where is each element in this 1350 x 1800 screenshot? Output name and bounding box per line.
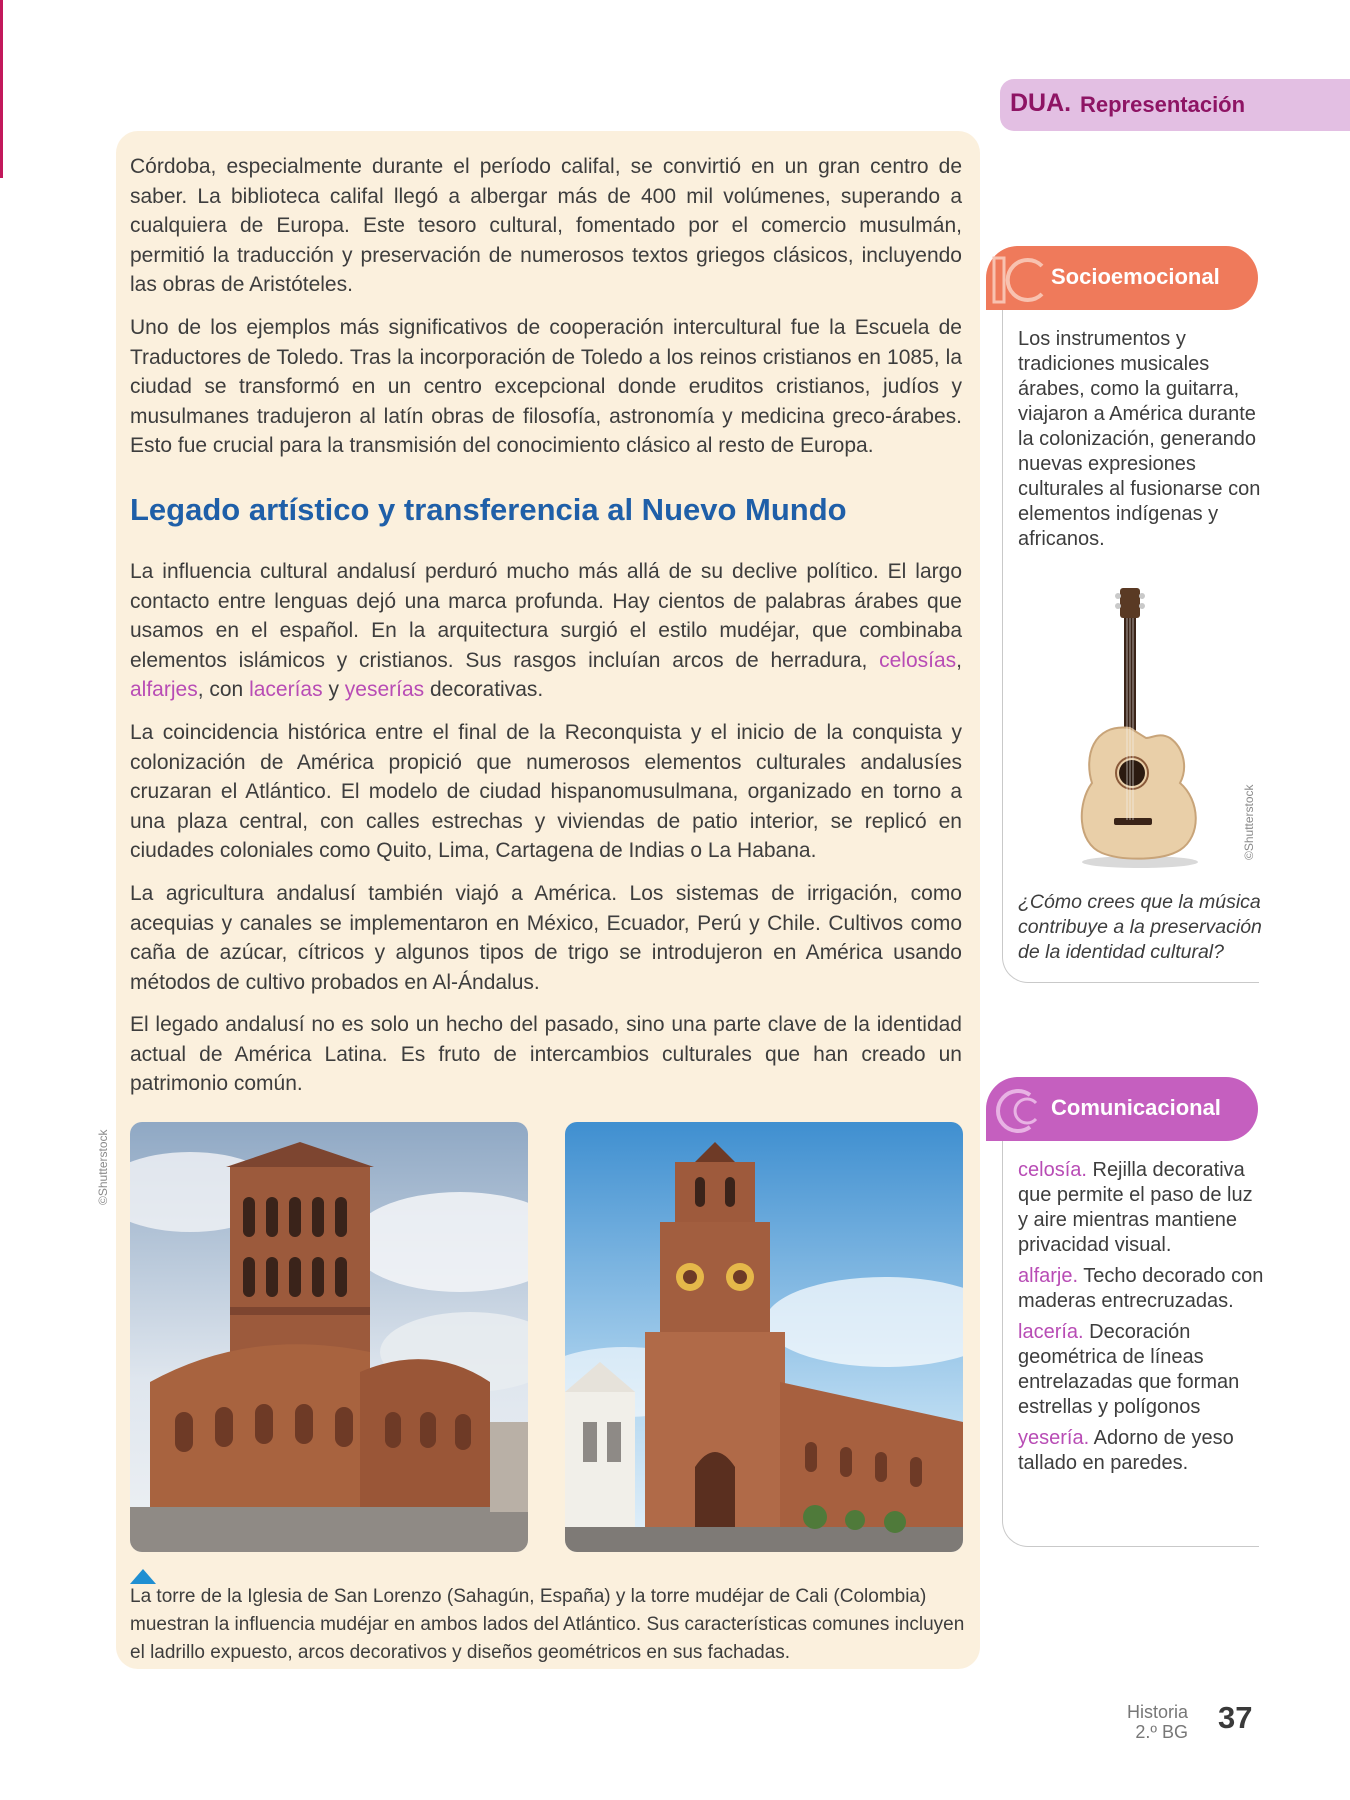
dua-category: Representación [1080, 92, 1246, 117]
paragraph-cordoba: Córdoba, especialmente durante el período califal, se convirtió en un gran centro de saber. La biblioteca califal llegó a albergar más de 400 mil volúmenes, superando a cualquiera de Europa. Este tesoro cultural, fomentado por el comercio musulmán, permitió la traducción y preservación de numerosos textos griegos clásicos, incluyendo las obras de Aristóteles. [130, 155, 962, 297]
dua-tab [1000, 79, 1350, 131]
glossary-definition: Adorno de yeso tallado en paredes. [1018, 1427, 1234, 1474]
paragraph-toledo: Uno de los ejemplos más significativos de cooperación intercultural fue la Escuela de Traductores de Toledo. Tras la incorporación de Toledo a los reinos cristianos en 1085, la ciudad se transformó en un centro excepcional donde eruditos cristianos, judíos y musulmanes tradujeron al latín obras de filosofía, astronomía y medicina greco-árabes. Esto fue crucial para la transmisión del conocimiento clásico al resto de Europa. [130, 316, 962, 458]
socioemocional-text: Los instrumentos y tradiciones musicales árabes, como la guitarra, viajaron a América durante la colonización, generando nuevas expresiones culturales al fusionarse con elementos indígenas y africanos. [1018, 328, 1261, 550]
glossary-item [1018, 1426, 1268, 1476]
glossary-term: lacería. [1018, 1321, 1084, 1343]
term-lacerias: lacerías [249, 678, 323, 702]
photo-caption: La torre de la Iglesia de San Lorenzo (Sahagún, España) y la torre mudéjar de Cali (Colombia) muestran la influencia mudéjar en ambos lados del Atlántico. Sus características comunes incluyen el ladrillo expuesto, arcos decorativos y diseños geométricos en sus fachadas. [130, 1586, 965, 1663]
page-edge-line [0, 0, 3, 178]
term-yeserias: yeserías [344, 678, 425, 702]
glossary-list [1018, 1158, 1268, 1482]
socioemocional-label: Socioemocional [1051, 264, 1220, 289]
glossary-definition: Techo decorado con maderas entrecruzadas. [1018, 1265, 1264, 1312]
glossary-term: celosía. [1018, 1159, 1087, 1181]
socioemocional-header [986, 246, 1258, 310]
section-title: Legado artístico y transferencia al Nuevo Mundo [130, 492, 847, 527]
glossary-item [1018, 1158, 1268, 1258]
footer-subject: Historia [1126, 1702, 1188, 1722]
paragraph-influence: La influencia cultural andalusí perduró mucho más allá de su declive político. El largo contacto entre lenguas dejó una marca profunda. Hay cientos de palabras árabes que usamos en el español. En la arquitectura surgió el estilo mudéjar, que combinaba elementos islámicos y cristianos. Sus rasgos incluían arcos de herradura, celosías, alfarjes, con lacerías y yeserías decorativas. [130, 560, 962, 702]
glossary-term: alfarje. [1018, 1265, 1079, 1287]
paragraph-reconquista: La coincidencia histórica entre el final de la Reconquista y el inicio de la conquista y colonización de América propició que numerosos elementos culturales andalusíes cruzaran el Atlántico. El modelo de ciudad hispanomusulmana, organizado en torno a una plaza central, con calles estrechas y viviendas de patio interior, se replicó en ciudades coloniales como Quito, Lima, Cartagena de Indias o La Habana. [130, 721, 962, 863]
dua-label: DUA. [1010, 89, 1072, 117]
glossary-term: yesería. [1018, 1427, 1090, 1449]
footer-grade: 2.º BG [1135, 1722, 1188, 1742]
comunicacional-label: Comunicacional [1051, 1095, 1221, 1120]
photo-san-lorenzo-tower [130, 1122, 528, 1552]
photo-credit: ©Shutterstock [96, 1129, 110, 1205]
photo-cali-mudejar-tower [565, 1122, 963, 1552]
caption-arrow-icon [130, 1569, 156, 1584]
term-alfarjes: alfarjes [130, 678, 198, 702]
glossary-definition: Decoración geométrica de líneas entrelazadas que forman estrellas y polígonos [1018, 1321, 1240, 1418]
guitar-image-credit: ©Shutterstock [1242, 784, 1256, 860]
glossary-item [1018, 1320, 1268, 1420]
term-celosias: celosías [879, 648, 957, 672]
comunicacional-header [986, 1077, 1258, 1141]
paragraph-legacy: El legado andalusí no es solo un hecho del pasado, sino una parte clave de la identidad actual de América Latina. Es fruto de intercambios culturales que han creado un patrimonio común. [130, 1013, 962, 1096]
glossary-item [1018, 1264, 1268, 1314]
guitar-image [1062, 588, 1222, 870]
socioemocional-badge-icon [986, 252, 1046, 308]
socioemocional-question: ¿Cómo crees que la música contribuye a la preservación de la identidad cultural? [1018, 891, 1262, 963]
paragraph-agriculture: La agricultura andalusí también viajó a América. Los sistemas de irrigación, como acequias y canales se implementaron en México, Ecuador, Perú y Chile. Cultivos como caña de azúcar, cítricos y algunos tipos de trigo se introdujeron en América usando métodos de cultivo probados en Al-Ándalus. [130, 882, 962, 994]
glossary-definition: Rejilla decorativa que permite el paso de luz y aire mientras mantiene privacidad visual. [1018, 1159, 1253, 1256]
comunicacional-badge-icon [986, 1083, 1046, 1139]
page-number: 37 [1218, 1700, 1253, 1735]
